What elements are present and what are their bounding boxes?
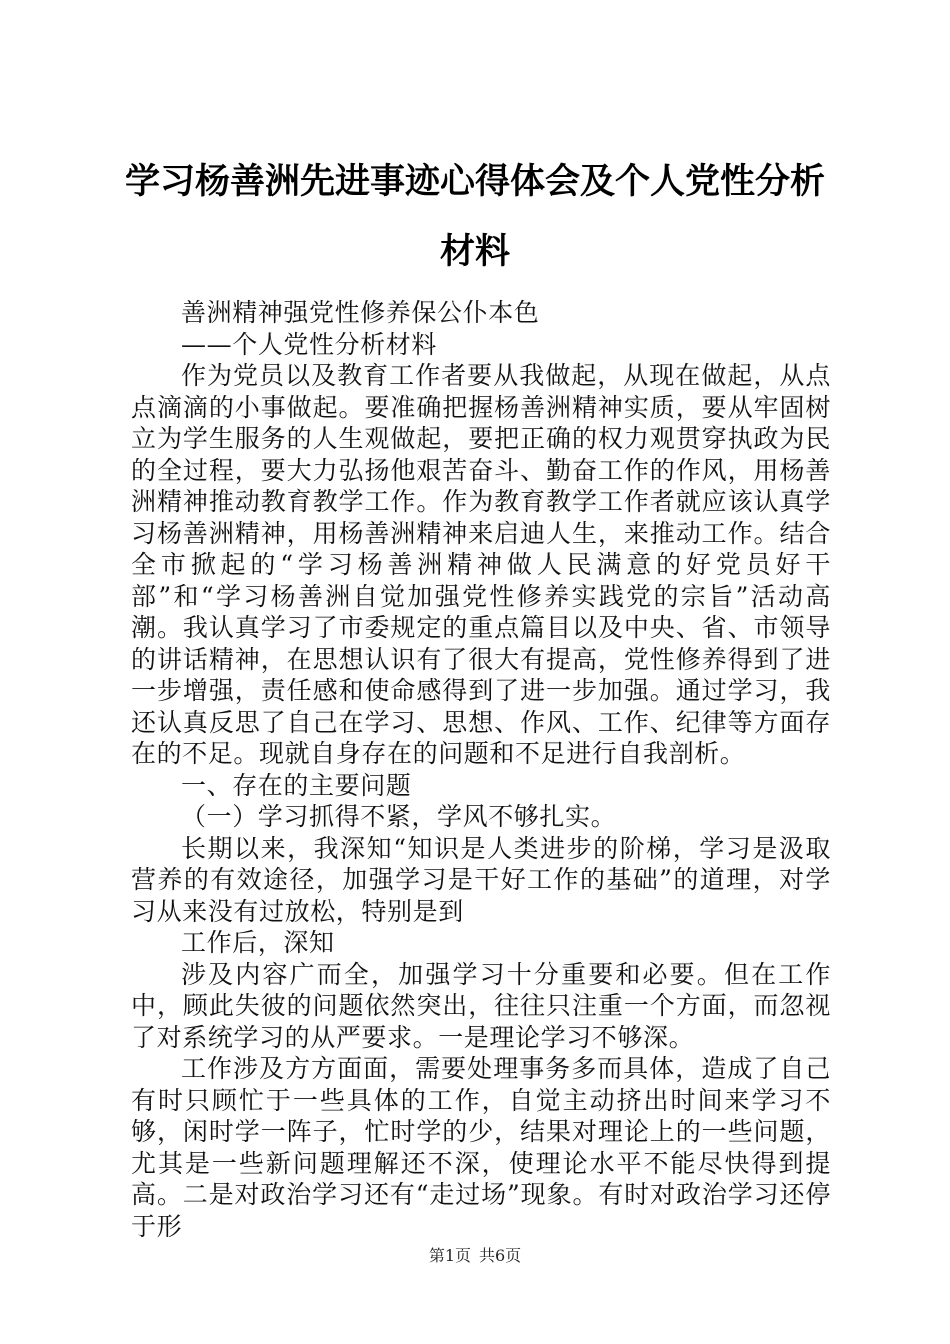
- subsection-heading: （一）学习抓得不紧，学风不够扎实。: [181, 802, 617, 831]
- body-paragraph: 工作后，深知: [181, 928, 335, 957]
- page-total: 共6页: [479, 1246, 522, 1265]
- page-footer: [0, 1243, 950, 1266]
- body-paragraph: 长期以来，我深知“知识是人类进步的阶梯，学习是汲取营养的有效途径，加强学习是干好工作的基础”的道理，对学习从来没有过放松，特别是到: [131, 833, 831, 926]
- document-body: [131, 297, 831, 1242]
- subtitle-line: ——个人党性分析材料: [181, 329, 438, 359]
- subtitle-line: 善洲精神强党性修养保公仆本色: [181, 298, 540, 327]
- body-paragraph: 涉及内容广而全，加强学习十分重要和必要。但在工作中，顾此失彼的问题依然突出，往往只注重一个方面，而忽视了对系统学习的从严要求。一是理论学习不够深。: [131, 959, 831, 1052]
- body-paragraph: 工作涉及方方面面，需要处理事务多而具体，造成了自己有时只顾忙于一些具体的工作，自觉主动挤出时间来学习不够，闲时学一阵子，忙时学的少，结果对理论上的一些问题，尤其是一些新问题理解还不深，使理论水平不能尽快得到提高。二是对政治学习还有“走过场”现象。有时对政治学习还停于形: [131, 1054, 831, 1241]
- section-heading: 一、存在的主要问题: [181, 770, 412, 800]
- body-paragraph: 作为党员以及教育工作者要从我做起，从现在做起，从点点滴滴的小事做起。要准确把握杨善洲精神实质，要从牢固树立为学生服务的人生观做起，要把正确的权力观贯穿执政为民的全过程，要大力弘扬他艰苦奋斗、勤奋工作的作风，用杨善洲精神推动教育教学工作。作为教育教学工作者就应该认真学习杨善洲精神，用杨善洲精神来启迪人生，来推动工作。结合全市掀起的“学习杨善洲精神做人民满意的好党员好干部”和“学习杨善洲自觉加强党性修养实践党的宗旨”活动高潮。我认真学习了市委规定的重点篇目以及中央、省、市领导的讲话精神，在思想认识有了很大有提高，党性修养得到了进一步增强，责任感和使命感得到了进一步加强。通过学习，我还认真反思了自己在学习、思想、作风、工作、纪律等方面存在的不足。现就自身存在的问题和不足进行自我剖析。: [131, 361, 831, 768]
- document-title: 学习杨善洲先进事迹心得体会及个人党性分析材料: [124, 162, 825, 272]
- page-number: 第1页: [428, 1246, 471, 1265]
